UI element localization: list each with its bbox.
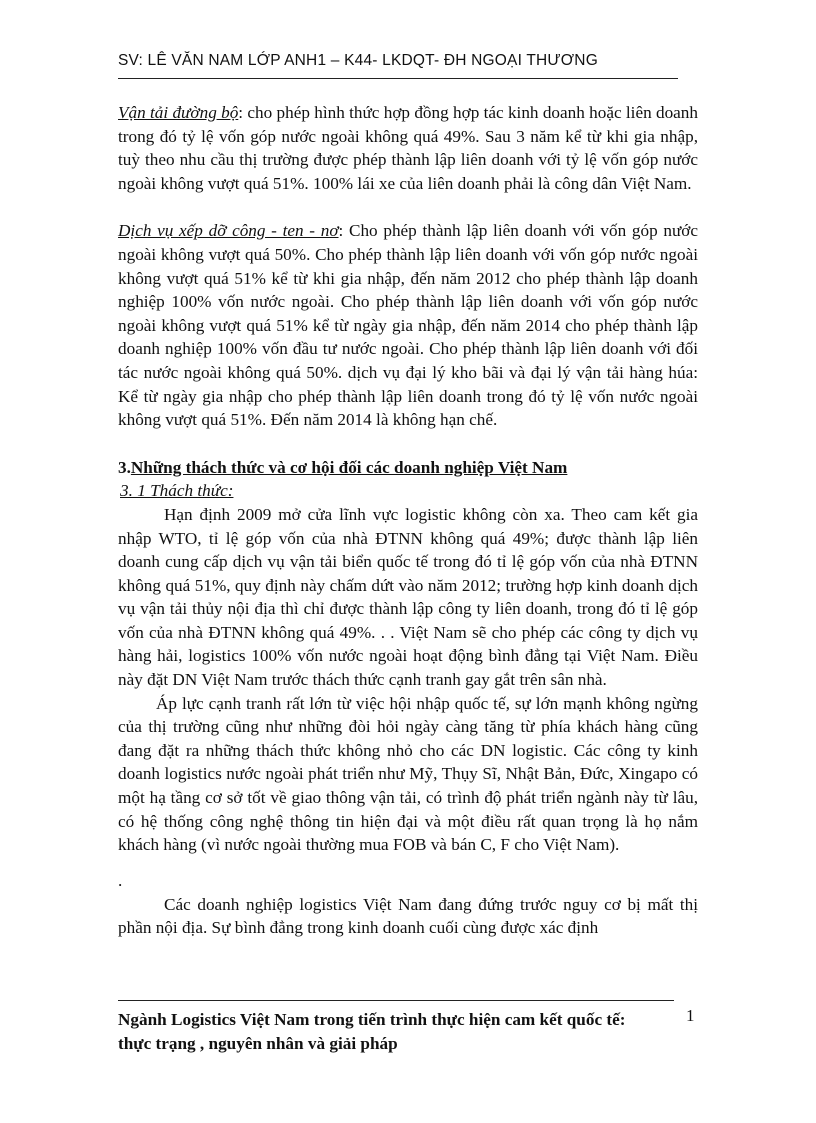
stray-dot: . (118, 870, 123, 890)
paragraph-challenges-2: Áp lực cạnh tranh rất lớn từ việc hội nhập quốc tế, sự lớn mạnh không ngừng của thị trường cũng như những đòi hỏi ngày càng tăng từ phía khách hàng cũng đang đặt ra những thách thức không nhỏ cho các DN logistic. Các công ty kinh doanh logistics nước ngoài phát triển như Mỹ, Thụy Sĩ, Nhật Bản, Đức, Xingapo có một hạ tầng cơ sở tốt về giao thông vận tải, có trình độ phát triển ngành này từ lâu, có hệ thống công nghệ thông tin hiện đại và một điều rất quan trọng là họ nắm khách hàng (vì nước ngoài thường mua FOB và bán C, F cho Việt Nam). (118, 693, 698, 855)
section-number: 3. (118, 457, 131, 477)
container-handling-text: : Cho phép thành lập liên doanh với vốn góp nước ngoài không vượt quá 50%. Cho phép thành lập liên doanh với vốn góp nước ngoài không vượt quá 51% kể từ khi gia nhập, đến năm 2012 cho phép thành lập doanh nghiệp 100% vốn nước ngoài. Cho phép thành lập liên doanh với vốn góp nước ngoài không vượt quá 51% kể từ ngày gia nhập, đến năm 2014 cho phép thành lập doanh nghiệp 100% vốn đầu tư nước ngoài. Cho phép thành lập liên doanh với đối tác nước ngoài không quá 50%. dịch vụ đại lý kho bãi và đại lý vận tải hàng húa: Kể từ ngày gia nhập cho phép thành lập liên doanh trong đó tỷ lệ vốn nước ngoài không vượt quá 51%. Đến năm 2014 là không hạn chế. (118, 221, 698, 430)
road-transport-text: : cho phép hình thức hợp đồng hợp tác kinh doanh hoặc liên doanh trong đó tỷ lệ vốn góp nước ngoài không quá 49%. Sau 3 năm kể từ khi gia nhập, tuỳ theo nhu cầu thị trường được phép thành lập liên doanh với tỷ lệ vốn góp nước ngoài không vượt quá 51%. 100% lái xe của liên doanh phải là công dân Việt Nam. (118, 103, 698, 193)
paragraph-challenges-3: Các doanh nghiệp logistics Việt Nam đang đứng trước nguy cơ bị mất thị phần nội địa. Sự bình đẳng trong kinh doanh cuối cùng được xác định (118, 894, 698, 938)
page-number: 1 (686, 1006, 695, 1025)
document-body (118, 101, 698, 940)
footer-title: Ngành Logistics Việt Nam trong tiến trình thực hiện cam kết quốc tế: thực trạng , nguyên nhân và giải pháp (118, 1010, 626, 1053)
paragraph-container-handling (118, 219, 698, 431)
page-header: SV: LÊ VĂN NAM LỚP ANH1 – K44- LKDQT- ĐH NGOẠI THƯƠNG (118, 52, 598, 69)
footer-divider (118, 1000, 674, 1001)
header-divider (118, 78, 678, 79)
section-title: Những thách thức và cơ hội đối các doanh nghiệp Việt Nam (130, 457, 568, 477)
container-handling-lead: Dịch vụ xếp dỡ công - ten - nơ (118, 221, 339, 241)
subsection-heading: 3. 1 Thách thức: (120, 481, 234, 501)
paragraph-challenges-1: Hạn định 2009 mở cửa lĩnh vực logistic không còn xa. Theo cam kết gia nhập WTO, tỉ lệ góp vốn của nhà ĐTNN không quá 49%; được thành lập liên doanh cung cấp dịch vụ vận tải biển quốc tế trong đó tỉ lệ góp vốn của nhà ĐTNN không quá 51%, quy định này chấm dứt vào năm 2012; trường hợp kinh doanh dịch vụ vận tải thủy nội địa thì chỉ được thành lập công ty liên doanh, trong đó tỉ lệ góp vốn của nhà ĐTNN không quá 49%. . . Việt Nam sẽ cho phép các công ty dịch vụ hàng hải, logistics 100% vốn nước ngoài hoạt động bình đẳng tại Việt Nam. Điều này đặt DN Việt Nam trước thách thức cạnh tranh gay gắt trên sân nhà. (118, 504, 698, 690)
road-transport-lead: Vận tải đường bộ (118, 103, 239, 122)
section-heading (118, 456, 698, 480)
paragraph-road-transport (118, 101, 698, 195)
